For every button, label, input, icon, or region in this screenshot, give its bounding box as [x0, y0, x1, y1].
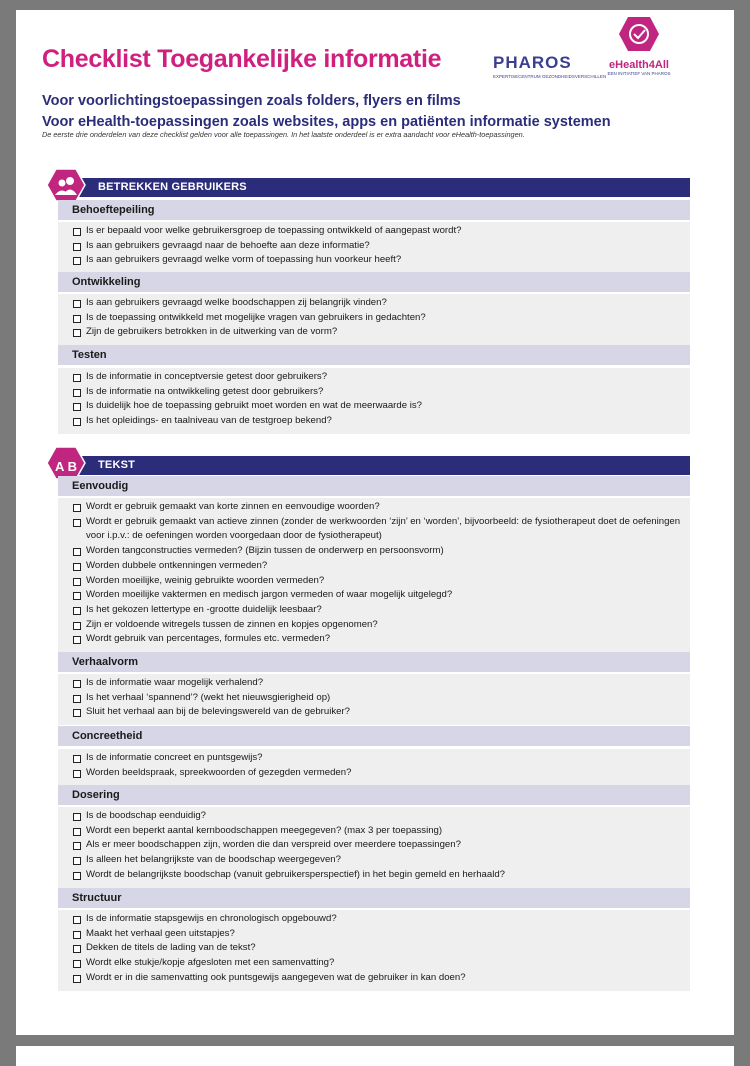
checkbox[interactable]: [73, 389, 81, 397]
checkbox[interactable]: [73, 636, 81, 644]
subtitle-print: Voor voorlichtingstoepassingen zoals folders, flyers en films: [42, 93, 461, 109]
checklist-item[interactable]: [58, 956, 690, 971]
subsection-header: [58, 476, 690, 496]
checklist-item-text: Is de informatie na ontwikkeling getest door gebruikers?: [86, 385, 324, 397]
checklist-item-text: Is het opleidings- en taalniveau van de testgroep bekend?: [86, 415, 332, 427]
checklist-item[interactable]: [58, 239, 690, 254]
checklist-item[interactable]: [58, 588, 690, 603]
checklist-item[interactable]: [58, 559, 690, 574]
checklist-item-text: Wordt de belangrijkste boodschap (vanuit gebruikersperspectief) in het begin gemeld en herhaald?: [86, 868, 506, 880]
checklist-item[interactable]: [58, 311, 690, 326]
checklist-item[interactable]: [58, 399, 690, 414]
checklist-item-text: Wordt er gebruik gemaakt van korte zinnen en eenvoudige woorden?: [86, 501, 380, 512]
checklist-item[interactable]: [58, 868, 690, 883]
subsection-header: [58, 345, 690, 365]
checklist-item[interactable]: [58, 370, 690, 385]
subsection-title: Eenvoudig: [72, 480, 129, 492]
checklist-item-text: Maakt het verhaal geen uitstapjes?: [86, 927, 235, 939]
checklist-item-text: Is de informatie in conceptversie getest door gebruikers?: [86, 371, 328, 382]
checklist-item-text: Is de informatie waar mogelijk verhalend?: [86, 677, 264, 688]
checkbox[interactable]: [73, 504, 81, 512]
checklist-item-text: Worden moeilijke vaktermen en medisch jargon vermeden of waar mogelijk uitgelegd?: [86, 589, 453, 601]
checklist-item[interactable]: [58, 691, 690, 706]
checklist-item[interactable]: [58, 941, 690, 956]
checkbox[interactable]: [73, 813, 81, 821]
checklist-item-text: Zijn er voldoende witregels tussen de zinnen en kopjes opgenomen?: [86, 618, 378, 630]
checkbox[interactable]: [73, 243, 81, 251]
checkbox[interactable]: [73, 680, 81, 688]
checklist-item-text: Is alleen het belangrijkste van de boodschap weergegeven?: [86, 854, 341, 866]
checklist-items: [58, 807, 690, 888]
ehealth-logo-tag: EEN INITIATIEF VAN PHAROS: [607, 71, 671, 76]
subsection-header: [58, 785, 690, 805]
page-title: Checklist Toegankelijke informatie: [42, 45, 442, 73]
checklist-item-text: Is de informatie concreet en puntsgewijs?: [86, 752, 263, 763]
svg-text:A B: A B: [55, 459, 77, 474]
checklist-item[interactable]: [58, 676, 690, 691]
checklist-item[interactable]: [58, 515, 690, 544]
checklist-item-text: Is aan gebruikers gevraagd naar de behoefte aan deze informatie?: [86, 239, 370, 251]
checkbox[interactable]: [73, 872, 81, 880]
checklist-item[interactable]: [58, 766, 690, 781]
subsection-title: Concreetheid: [72, 730, 143, 742]
checkbox[interactable]: [73, 622, 81, 630]
checklist-item-text: Wordt elke stukje/kopje afgesloten met een samenvatting?: [86, 957, 335, 969]
checklist-items: [58, 498, 690, 652]
checklist-item-text: Worden beeldspraak, spreekwoorden of gezegden vermeden?: [86, 766, 352, 778]
checkbox[interactable]: [73, 315, 81, 323]
checkbox[interactable]: [73, 607, 81, 615]
checklist-item[interactable]: [58, 253, 690, 268]
checklist-item-text: Dekken de titels de lading van de tekst?: [86, 942, 256, 954]
checklist-item[interactable]: [58, 927, 690, 942]
checklist-item-text: Sluit het verhaal aan bij de belevingswereld van de gebruiker?: [86, 706, 350, 718]
subsection-title: Verhaalvorm: [72, 656, 139, 668]
checklist-item-text: Wordt er gebruik gemaakt van actieve zinnen (zonder de werkwoorden ‘zijn’ en ‘worden’, bijvoorbeeld: de fysiotherapeut doet de oefeningen voor i.p.v.: de oefeningen worden voorgedaan door de fysiotherapeut): [86, 515, 681, 542]
subsection-header: [58, 726, 690, 746]
subsection-title: Testen: [72, 349, 107, 361]
subsection-title: Behoeftepeiling: [72, 204, 155, 216]
checkbox[interactable]: [73, 960, 81, 968]
checklist-item-text: Worden dubbele ontkenningen vermeden?: [86, 559, 268, 571]
section-title: BETREKKEN GEBRUIKERS: [98, 181, 247, 193]
checklist-item[interactable]: [58, 385, 690, 400]
checklist-item[interactable]: [58, 824, 690, 839]
checkbox[interactable]: [73, 548, 81, 556]
checkbox[interactable]: [73, 228, 81, 236]
ehealth4all-logo: [598, 16, 680, 76]
subsection-title: Ontwikkeling: [72, 276, 141, 288]
checklist-item[interactable]: [58, 603, 690, 618]
checkbox[interactable]: [73, 578, 81, 586]
checklist-item-text: Is aan gebruikers gevraagd welke vorm of toepassing hun voorkeur heeft?: [86, 254, 402, 266]
checklist-items: [58, 749, 690, 785]
checkbox[interactable]: [73, 916, 81, 924]
pharos-logo: [493, 53, 606, 79]
section-title: TEKST: [98, 459, 136, 471]
checklist-item-text: Is duidelijk hoe de toepassing gebruikt moet worden en wat de meerwaarde is?: [86, 400, 422, 412]
checklist-item[interactable]: [58, 296, 690, 311]
checklist-item[interactable]: [58, 544, 690, 559]
checkbox[interactable]: [73, 857, 81, 865]
checklist-item[interactable]: [58, 224, 690, 239]
checkbox[interactable]: [73, 975, 81, 983]
checkbox[interactable]: [73, 945, 81, 953]
checklist-items: [58, 910, 690, 991]
checkbox[interactable]: [73, 257, 81, 265]
checklist-item[interactable]: [58, 414, 690, 429]
checklist-item[interactable]: [58, 809, 690, 824]
checklist-item-text: Is aan gebruikers gevraagd welke boodschappen zij belangrijk vinden?: [86, 297, 387, 308]
checklist-item[interactable]: [58, 632, 690, 647]
checkbox[interactable]: [73, 329, 81, 337]
subtitle-ehealth: Voor eHealth-toepassingen zoals websites, apps en patiënten informatie systemen: [42, 114, 611, 130]
checklist-item-text: Is de toepassing ontwikkeld met mogelijke vragen van gebruikers in gedachten?: [86, 311, 426, 323]
checkbox[interactable]: [73, 374, 81, 382]
checklist-item[interactable]: [58, 705, 690, 720]
checkbox[interactable]: [73, 770, 81, 778]
pharos-logo-tag: EXPERTISECENTRUM GEZONDHEIDSVERSCHILLEN: [493, 74, 607, 79]
checklist-item[interactable]: [58, 618, 690, 633]
checkbox[interactable]: [73, 563, 81, 571]
checklist-item-text: Worden moeilijke, weinig gebruikte woorden vermeden?: [86, 574, 325, 586]
subsection-header: [58, 888, 690, 908]
checklist-item[interactable]: [58, 751, 690, 766]
checkbox[interactable]: [73, 709, 81, 717]
checklist-item-text: Is de informatie stapsgewijs en chronologisch opgebouwd?: [86, 913, 337, 924]
checkbox[interactable]: [73, 828, 81, 836]
checklist-item[interactable]: [58, 838, 690, 853]
checklist-item-text: Als er meer boodschappen zijn, worden die dan verspreid over meerdere toepassingen?: [86, 839, 461, 851]
checklist-items: [58, 222, 690, 273]
intro-note: De eerste drie onderdelen van deze checklist gelden voor alle toepassingen. In het laatste onderdeel is er extra aandacht voor eHealth-toepassingen.: [42, 130, 525, 139]
checklist-item-text: Wordt gebruik van percentages, formules etc. vermeden?: [86, 633, 331, 645]
checkbox[interactable]: [73, 403, 81, 411]
checklist-item-text: Is het verhaal ‘spannend’? (wekt het nieuwsgierigheid op): [86, 691, 331, 703]
pharos-logo-name: PHAROS: [493, 53, 572, 72]
checklist-item[interactable]: [58, 500, 690, 515]
checkbox[interactable]: [73, 695, 81, 703]
subsection-title: Dosering: [72, 789, 120, 801]
checkbox[interactable]: [73, 519, 81, 527]
checkbox[interactable]: [73, 755, 81, 763]
checkbox[interactable]: [73, 300, 81, 308]
checklist-item-text: Is de boodschap eenduidig?: [86, 810, 207, 821]
checklist-item-text: Is er bepaald voor welke gebruikersgroep de toepassing ontwikkeld of aangepast wordt?: [86, 225, 462, 236]
checklist-item[interactable]: [58, 853, 690, 868]
checklist-items: [58, 368, 690, 434]
checklist-items: [58, 674, 690, 725]
checklist-item-text: Worden tangconstructies vermeden? (Bijzin tussen de onderwerp en persoonsvorm): [86, 545, 444, 557]
checkbox[interactable]: [73, 931, 81, 939]
checkbox[interactable]: [73, 592, 81, 600]
checklist-item[interactable]: [58, 574, 690, 589]
subsection-header: [58, 272, 690, 292]
ehealth-hexagon-icon: [618, 16, 660, 52]
subsection-header: [58, 652, 690, 672]
ehealth-logo-name: eHealth4All: [609, 59, 669, 71]
checklist-item[interactable]: [58, 325, 690, 340]
checklist-item-text: Wordt een beperkt aantal kernboodschappen meegegeven? (max 3 per toepassing): [86, 824, 443, 836]
checklist-item-text: Zijn de gebruikers betrokken in de uitwerking van de vorm?: [86, 326, 338, 338]
checklist-item[interactable]: [58, 912, 690, 927]
section-header: [58, 456, 690, 475]
checklist-items: [58, 294, 690, 345]
checklist-item[interactable]: [58, 971, 690, 986]
next-page-edge: [16, 1046, 734, 1066]
checklist-item-text: Wordt er in die samenvatting ook puntsgewijs aangegeven wat de gebruiker in kan doen?: [86, 971, 466, 983]
subsection-title: Structuur: [72, 892, 122, 904]
checklist-item-text: Is het gekozen lettertype en -grootte duidelijk leesbaar?: [86, 603, 322, 615]
checkbox[interactable]: [73, 842, 81, 850]
section-header: [58, 178, 690, 197]
subsection-header: [58, 200, 690, 220]
checkbox[interactable]: [73, 418, 81, 426]
